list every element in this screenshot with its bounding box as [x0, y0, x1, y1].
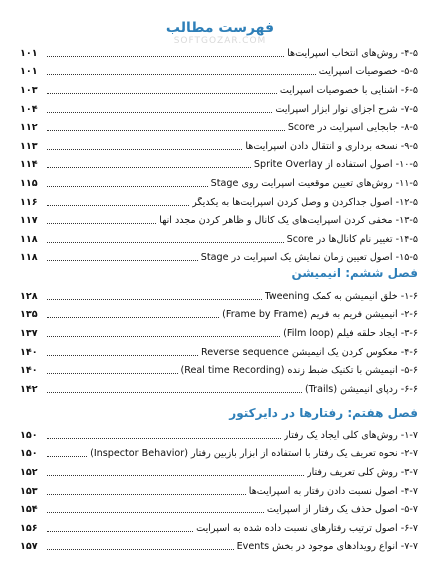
toc-entry[interactable] — [20, 380, 418, 399]
toc-entry[interactable] — [20, 44, 418, 63]
leader-dots — [47, 260, 198, 261]
entry-page: ۱۳۷ — [20, 327, 38, 339]
leader-dots — [47, 56, 284, 57]
leader-dots — [47, 223, 156, 224]
entry-page: ۱۱۸ — [20, 252, 38, 264]
entry-page: ۱۱۴ — [20, 159, 38, 171]
entry-title: ۵-۶- انیمیشن با تکنیک ضبط زنده (Real time Recording) — [180, 365, 418, 377]
entry-title: ۳-۶- ایجاد حلقه فیلم (Film loop) — [283, 327, 418, 339]
entry-page: ۱۰۳ — [20, 84, 38, 96]
entry-page: ۱۵۰ — [20, 448, 38, 460]
leader-dots — [47, 456, 87, 457]
toc-entry[interactable] — [20, 306, 418, 325]
entry-title: ۱۱-۵- روش‌های تعیین موقعیت اسپرایت روی Stage — [210, 177, 418, 189]
leader-dots — [47, 167, 251, 168]
entry-title: ۷-۷- انواع رویدادهای موجود در بخش Events — [236, 541, 418, 553]
leader-dots — [47, 112, 272, 113]
entry-title: ۴-۵- روش‌های انتخاب اسپرایت‌ها — [287, 47, 418, 59]
entry-title: ۷-۵- شرح اجزای نوار ابزار اسپرایت — [275, 103, 418, 115]
entry-title: ۶-۷- اصول ترتیب رفتارهای نسبت داده شده به اسپرایت — [196, 522, 418, 534]
toc-entry[interactable] — [20, 100, 418, 119]
entry-page: ۱۵۷ — [20, 541, 38, 553]
entry-page: ۱۰۱ — [20, 47, 38, 59]
toc-entry[interactable] — [20, 287, 418, 306]
leader-dots — [47, 74, 316, 75]
leader-dots — [47, 317, 219, 318]
leader-dots — [47, 512, 264, 513]
entry-page: ۱۴۰ — [20, 365, 38, 377]
entry-page: ۱۵۲ — [20, 466, 38, 478]
toc-entry[interactable] — [20, 324, 418, 343]
toc-entry[interactable] — [20, 249, 418, 268]
toc-entry[interactable] — [20, 230, 418, 249]
toc-list-chapter-6 — [20, 287, 418, 399]
leader-dots — [47, 186, 208, 187]
entry-title: ۱-۷- روش‌های کلی ایجاد یک رفتار — [283, 429, 418, 441]
entry-page: ۱۴۰ — [20, 346, 38, 358]
entry-page: ۱۲۸ — [20, 290, 38, 302]
entry-page: ۱۵۰ — [20, 429, 38, 441]
entry-title: ۶-۶- ردپای انیمیشن (Trails) — [304, 383, 418, 395]
leader-dots — [47, 531, 193, 532]
toc-list-chapter-5 — [20, 44, 418, 267]
toc-list-chapter-7 — [20, 426, 418, 556]
entry-title: ۸-۵- جابجایی اسپرایت در Score — [287, 122, 418, 134]
toc-entry[interactable] — [20, 63, 418, 82]
toc-entry[interactable] — [20, 174, 418, 193]
entry-page: ۱۰۱ — [20, 66, 38, 78]
entry-title: ۲-۷- نحوه تعریف یک رفتار با استفاده از ابزار بازبین رفتار (Inspector Behavior) — [90, 448, 418, 460]
entry-page: ۱۱۶ — [20, 196, 38, 208]
entry-title: ۴-۷- اصول نسبت دادن رفتار به اسپرایت‌ها — [248, 485, 418, 497]
leader-dots — [47, 494, 246, 495]
leader-dots — [47, 475, 304, 476]
toc-entry[interactable] — [20, 519, 418, 538]
leader-dots — [47, 242, 284, 243]
entry-title: ۱۰-۵- اصول استفاده از Sprite Overlay — [253, 159, 418, 171]
chapter-heading: فصل هفتم: رفتارها در دایرکتور — [229, 406, 418, 420]
toc-entry[interactable] — [20, 426, 418, 445]
toc-entry[interactable] — [20, 118, 418, 137]
entry-title: ۱۴-۵- تغییر نام کانال‌ها در Score — [286, 233, 418, 245]
toc-entry[interactable] — [20, 538, 418, 557]
leader-dots — [47, 392, 302, 393]
entry-title: ۹-۵- نسخه برداری و انتقال دادن اسپرایت‌ها — [245, 140, 418, 152]
leader-dots — [47, 149, 242, 150]
leader-dots — [47, 93, 277, 94]
entry-page: ۱۱۵ — [20, 177, 38, 189]
entry-page: ۱۳۵ — [20, 309, 38, 321]
entry-title: ۱۲-۵- اصول جداکردن و وصل کردن اسپرایت‌ها به یکدیگر — [192, 196, 418, 208]
leader-dots — [47, 205, 189, 206]
entry-page: ۱۵۶ — [20, 522, 38, 534]
entry-title: ۳-۷- روش کلی تعریف رفتار — [306, 466, 418, 478]
entry-title: ۶-۵- آشنایی با خصوصیات اسپرایت — [279, 84, 418, 96]
entry-title: ۱-۶- خلق انیمیشن به کمک Tweening — [264, 290, 418, 302]
toc-entry[interactable] — [20, 361, 418, 380]
entry-page: ۱۱۷ — [20, 215, 38, 227]
toc-entry[interactable] — [20, 445, 418, 464]
entry-page: ۱۱۸ — [20, 233, 38, 245]
chapter-heading: فصل ششم: انیمیشن — [291, 266, 418, 280]
entry-page: ۱۱۳ — [20, 140, 38, 152]
toc-entry[interactable] — [20, 343, 418, 362]
leader-dots — [47, 549, 234, 550]
entry-title: ۵-۵- خصوصیات اسپرایت — [318, 66, 418, 78]
leader-dots — [47, 130, 285, 131]
leader-dots — [47, 299, 262, 300]
leader-dots — [47, 336, 280, 337]
entry-page: ۱۵۴ — [20, 504, 38, 516]
entry-title: ۵-۷- اصول حذف یک رفتار از اسپرایت — [266, 504, 418, 516]
toc-entry[interactable] — [20, 482, 418, 501]
entry-title: ۱۵-۵- اصول تعیین زمان نمایش یک اسپرایت در Stage — [200, 252, 418, 264]
toc-entry[interactable] — [20, 156, 418, 175]
toc-entry[interactable] — [20, 211, 418, 230]
toc-entry[interactable] — [20, 193, 418, 212]
entry-title: ۱۳-۵- مخفی کردن اسپرایت‌های یک کانال و ظاهر کردن مجدد آنها — [159, 215, 418, 227]
leader-dots — [47, 373, 178, 374]
entry-page: ۱۴۲ — [20, 383, 38, 395]
leader-dots — [47, 355, 198, 356]
entry-page: ۱۰۴ — [20, 103, 38, 115]
toc-entry[interactable] — [20, 463, 418, 482]
leader-dots — [47, 438, 281, 439]
toc-entry[interactable] — [20, 137, 418, 156]
watermark: SOFTGOZAR.COM — [173, 36, 267, 46]
entry-title: ۴-۶- معکوس کردن یک انیمیشن Reverse sequence — [200, 346, 418, 358]
toc-entry[interactable] — [20, 500, 418, 519]
toc-entry[interactable] — [20, 81, 418, 100]
entry-page: ۱۱۲ — [20, 122, 38, 134]
page-title: فهرست مطالب — [165, 20, 275, 36]
entry-page: ۱۵۳ — [20, 485, 38, 497]
entry-title: ۲-۶- انیمیشن فریم به فریم (Frame by Frame) — [222, 309, 418, 321]
